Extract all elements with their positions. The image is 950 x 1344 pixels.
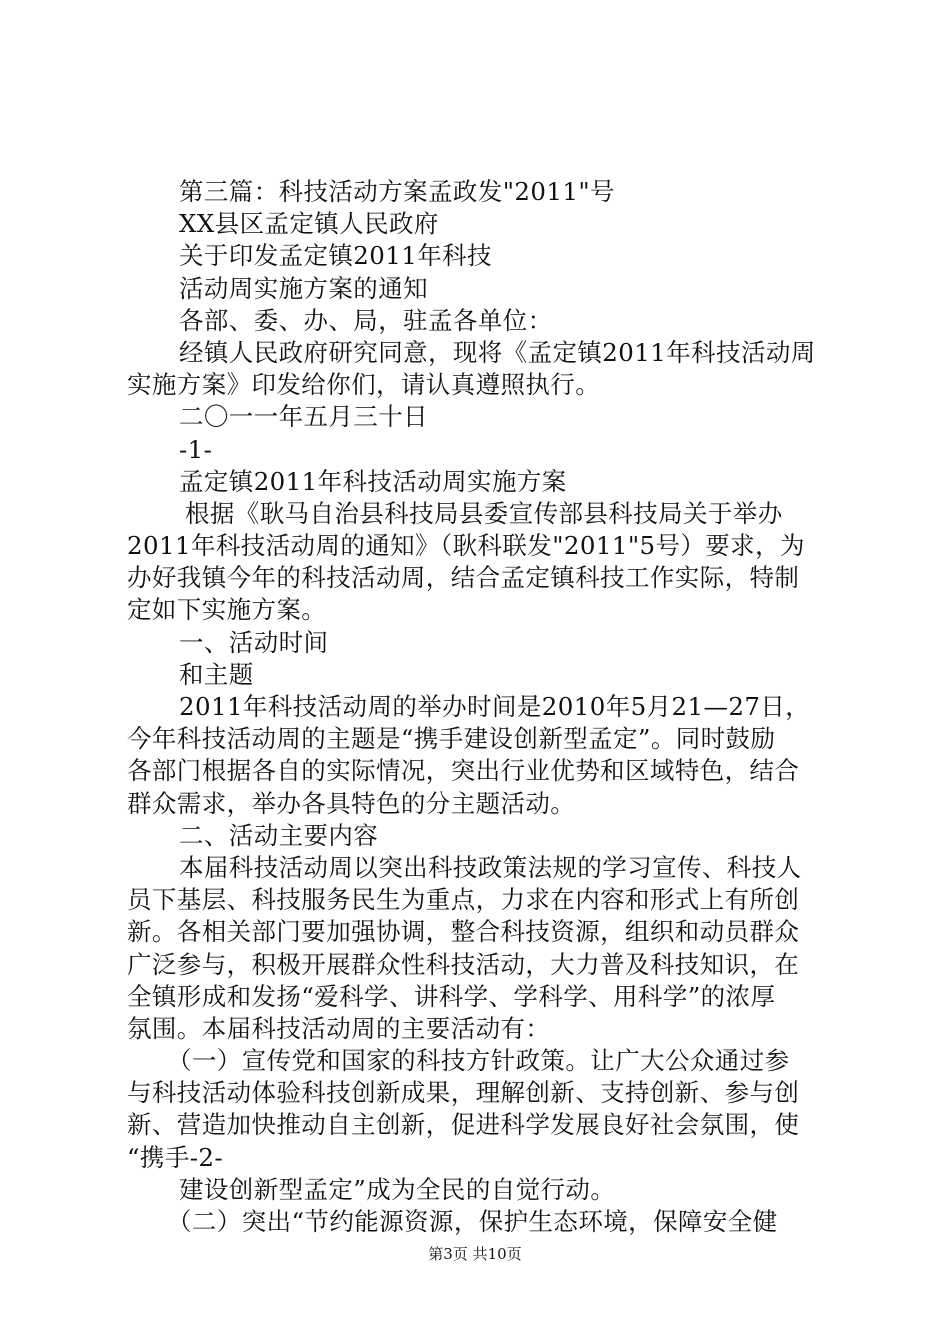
- body-line: 各部门根据各自的实际情况，突出行业优势和区域特色，结合: [127, 756, 800, 786]
- body-line: 今年科技活动周的主题是“携手建设创新型孟定”。同时鼓励: [127, 724, 776, 754]
- heading-main-content: 二、活动主要内容: [179, 820, 379, 850]
- body-line: 与科技活动体验科技创新成果，理解创新、支持创新、参与创: [127, 1078, 800, 1108]
- body-line: 员下基层、科技服务民生为重点，力求在内容和形式上有所创: [127, 885, 800, 915]
- body-line: “携手-2-: [127, 1142, 224, 1172]
- issue-date: 二〇一一年五月三十日: [179, 402, 428, 432]
- heading-theme: 和主题: [179, 659, 254, 689]
- page-marker: -1-: [179, 434, 213, 464]
- plan-title: 孟定镇2011年科技活动周实施方案: [179, 466, 567, 496]
- body-line: 新。各相关部门要加强协调，整合科技资源，组织和动员群众: [127, 917, 800, 947]
- body-line: 经镇人民政府研究同意，现将《孟定镇2011年科技活动周: [179, 337, 816, 367]
- body-line: 群众需求，举办各具特色的分主题活动。: [127, 788, 576, 818]
- body-line: 办好我镇今年的科技活动周，结合孟定镇科技工作实际，特制: [127, 563, 800, 593]
- document-body: [127, 176, 839, 1238]
- heading-activity-time: 一、活动时间: [179, 627, 329, 657]
- body-line: 实施方案》印发给你们，请认真遵照执行。: [127, 370, 601, 400]
- notice-title-line-1: 关于印发孟定镇2011年科技: [179, 241, 492, 271]
- issuing-authority: XX县区孟定镇人民政府: [179, 209, 439, 239]
- body-line: 新、营造加快推动自主创新，促进科学发展良好社会氛围，使: [127, 1110, 800, 1140]
- page-footer: 第3页 共10页: [428, 1245, 522, 1263]
- body-line: 广泛参与，积极开展群众性科技活动，大力普及科技知识，在: [127, 949, 800, 979]
- body-line: 本届科技活动周以突出科技政策法规的学习宣传、科技人: [179, 852, 802, 882]
- body-line: 根据《耿马自治县科技局县委宣传部县科技局关于举办: [185, 498, 783, 528]
- recipients: 各部、委、办、局，驻孟各单位：: [179, 305, 553, 335]
- body-line: 定如下实施方案。: [127, 595, 327, 625]
- body-line: 全镇形成和发扬“爱科学、讲科学、学科学、用科学”的浓厚: [127, 981, 776, 1011]
- body-line: 2011年科技活动周的举办时间是2010年5月21—27日，: [179, 692, 811, 721]
- body-line: （一）宣传党和国家的科技方针政策。让广大公众通过参: [167, 1046, 790, 1076]
- body-line: 氛围。本届科技活动周的主要活动有：: [127, 1013, 551, 1043]
- body-line: 2011年科技活动周的通知》（耿科联发"2011"5号）要求，为: [127, 531, 805, 561]
- section-title: 第三篇：科技活动方案孟政发"2011"号: [179, 177, 615, 206]
- notice-title-line-2: 活动周实施方案的通知: [179, 273, 428, 303]
- body-line: 建设创新型孟定”成为全民的自觉行动。: [179, 1174, 616, 1204]
- body-line: （二）突出“节约能源资源，保护生态环境，保障安全健: [167, 1207, 778, 1236]
